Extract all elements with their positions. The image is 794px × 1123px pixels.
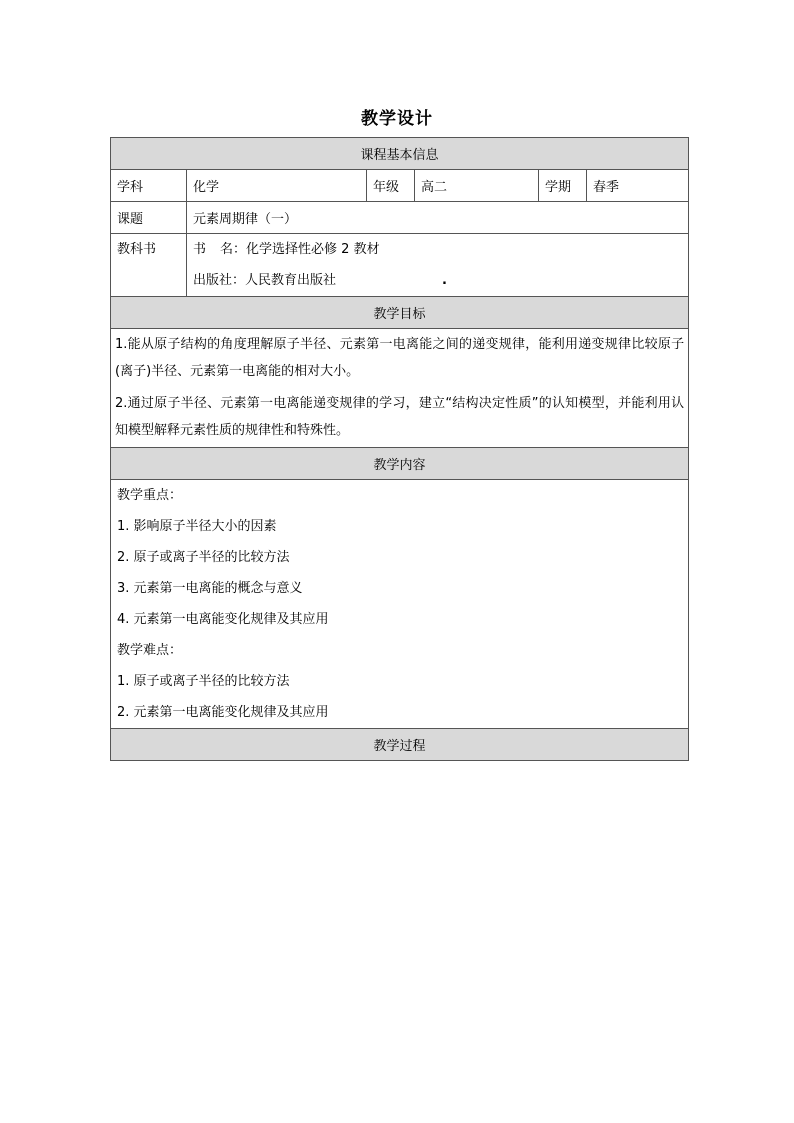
difficulty-item: 1. 原子或离子半径的比较方法 [117, 674, 290, 689]
content-row [111, 480, 689, 729]
objective-item: 1.能从原子结构的角度理解原子半径、元素第一电离能之间的递变规律，能利用递变规律比较原子(离子)半径、元素第一电离能的相对大小。 [115, 337, 685, 379]
textbook-value-cell [187, 234, 689, 297]
textbook-label-cell [111, 234, 187, 297]
subject-label: 学科 [111, 170, 187, 202]
book-name-line [193, 234, 682, 265]
objectives-cell [111, 329, 689, 448]
topic-label: 课题 [111, 202, 187, 234]
grade-value: 高二 [415, 170, 539, 202]
page-title: 教学设计 [361, 109, 433, 129]
process-header-row [111, 729, 689, 761]
basic-info-header: 课程基本信息 [111, 138, 689, 170]
basic-info-header-row [111, 138, 689, 170]
difficulties-label: 教学难点： [117, 643, 183, 658]
key-points-label: 教学重点： [117, 488, 183, 503]
publisher-value: 人民教育出版社 [245, 273, 337, 288]
publisher-line [193, 265, 682, 296]
topic-row [111, 202, 689, 234]
subject-value: 化学 [187, 170, 367, 202]
textbook-row [111, 234, 689, 297]
key-point-item: 3. 元素第一电离能的概念与意义 [117, 581, 303, 596]
objectives-header: 教学目标 [111, 297, 689, 329]
textbook-label: 教科书 [117, 242, 157, 257]
key-point-item: 2. 原子或离子半径的比较方法 [117, 550, 290, 565]
difficulty-item: 2. 元素第一电离能变化规律及其应用 [117, 705, 329, 720]
objectives-header-row [111, 297, 689, 329]
content-header: 教学内容 [111, 448, 689, 480]
book-name-label-a: 书 [193, 242, 207, 257]
book-name-label-b: 名： [220, 242, 247, 257]
topic-value: 元素周期律（一） [187, 202, 689, 234]
publisher-label: 出版社： [193, 273, 246, 288]
term-label: 学期 [539, 170, 587, 202]
book-name-value: 化学选择性必修 2 教材 [246, 242, 380, 257]
lesson-plan-table [110, 137, 689, 761]
objectives-row [111, 329, 689, 448]
subject-row [111, 170, 689, 202]
term-value: 春季 [587, 170, 689, 202]
content-header-row [111, 448, 689, 480]
objective-item: 2.通过原子半径、元素第一电离能递变规律的学习，建立“结构决定性质”的认知模型，并能利用认知模型解释元素性质的规律性和特殊性。 [115, 396, 685, 438]
content-cell [111, 480, 689, 729]
process-header: 教学过程 [111, 729, 689, 761]
publisher-mark: . [442, 273, 447, 288]
key-point-item: 4. 元素第一电离能变化规律及其应用 [117, 612, 329, 627]
key-point-item: 1. 影响原子半径大小的因素 [117, 519, 277, 534]
grade-label: 年级 [367, 170, 415, 202]
